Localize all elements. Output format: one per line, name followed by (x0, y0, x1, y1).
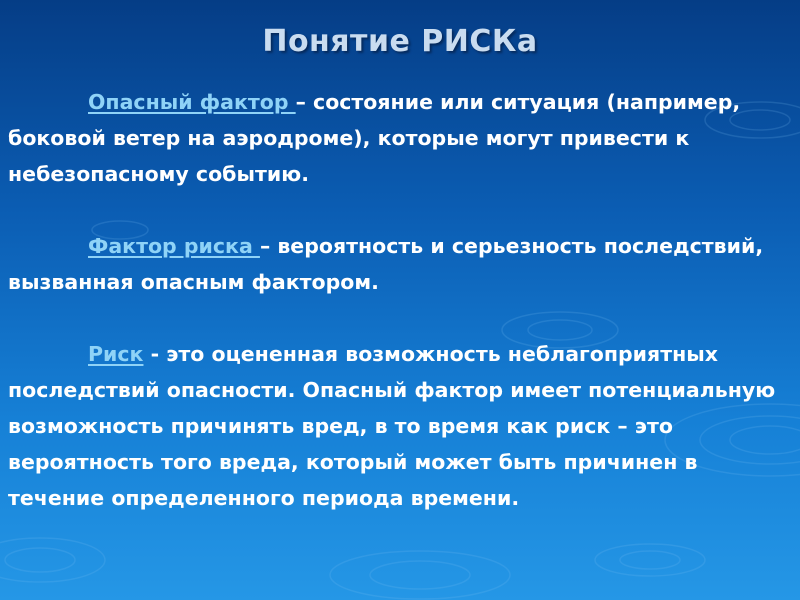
definition-risk-factor (8, 228, 792, 300)
term-risk[interactable]: Риск (88, 342, 144, 366)
term-risk-factor[interactable]: Фактор риска (88, 234, 260, 258)
definition-hazard-text: – состояние или ситуация (например, боковой ветер на аэродроме), которые могут привести к небезопасному событию. (8, 90, 741, 186)
slide-title: Понятие РИСКа (262, 24, 538, 59)
definition-risk-factor-text: – вероятность и серьезность последствий, вызванная опасным фактором. (8, 234, 764, 294)
definitions-list (8, 84, 792, 516)
definition-risk (8, 336, 792, 516)
term-hazard[interactable]: Опасный фактор (88, 90, 296, 114)
definition-risk-text: - это оцененная возможность неблагоприятных последствий опасности. Опасный фактор имеет потенциальную возможность причинять вред, в то время как риск – это вероятность того вреда, который может быть причинен в течение определенного периода времени. (8, 342, 776, 510)
definition-hazard (8, 84, 792, 192)
